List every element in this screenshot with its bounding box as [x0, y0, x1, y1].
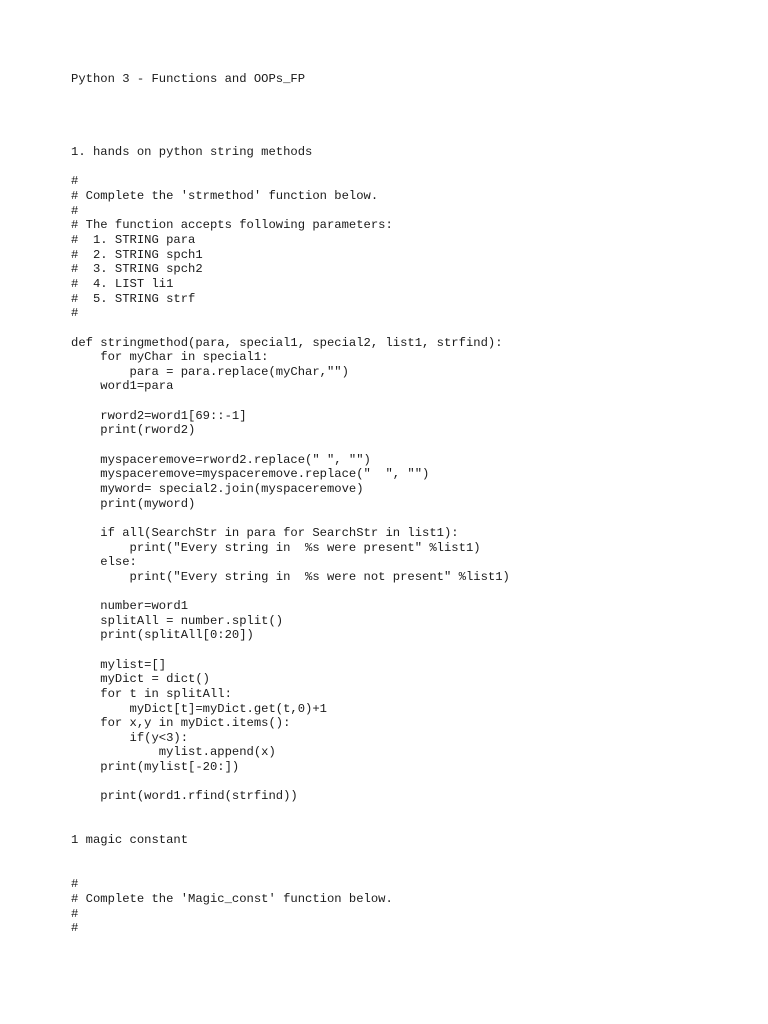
code-line: # — [71, 203, 79, 218]
code-block-string-methods — [71, 174, 751, 804]
code-line: print("Every string in %s were not present" %list1) — [71, 569, 510, 584]
code-line: for x,y in myDict.items(): — [71, 716, 291, 731]
code-line: number=word1 — [71, 599, 189, 614]
document-title: Python 3 - Functions and OOPs_FP — [71, 72, 306, 86]
code-line: def stringmethod(para, special1, special2, list1, strfind): — [71, 335, 503, 350]
code-line: # — [71, 921, 79, 936]
code-line: print(rword2) — [71, 423, 196, 438]
code-line: # — [71, 877, 79, 892]
code-line: for myChar in special1: — [71, 350, 269, 365]
code-line: # — [71, 174, 79, 189]
code-block-magic-constant — [71, 877, 751, 936]
code-line: # The function accepts following parameters: — [71, 218, 393, 233]
code-line: print(myword) — [71, 496, 196, 511]
code-line — [71, 643, 751, 658]
code-line: mylist.append(x) — [71, 745, 276, 760]
code-line: myspaceremove=rword2.replace(" ", "") — [71, 452, 371, 467]
code-line: for t in splitAll: — [71, 686, 232, 701]
code-line: if all(SearchStr in para for SearchStr in list1): — [71, 525, 459, 540]
code-line: else: — [71, 555, 137, 570]
code-line: # Complete the 'strmethod' function below. — [71, 189, 379, 204]
code-line: print(word1.rfind(strfind)) — [71, 789, 298, 804]
code-line: if(y<3): — [71, 730, 189, 745]
code-line: # 3. STRING spch2 — [71, 262, 203, 277]
code-line: rword2=word1[69::-1] — [71, 408, 247, 423]
code-line: # 2. STRING spch1 — [71, 247, 203, 262]
code-line — [71, 394, 751, 409]
code-line: # 1. STRING para — [71, 233, 196, 248]
code-line: print("Every string in %s were present" %list1) — [71, 540, 481, 555]
code-line: myspaceremove=myspaceremove.replace(" ", "") — [71, 467, 430, 482]
code-line — [71, 438, 751, 453]
code-line: myDict = dict() — [71, 672, 210, 687]
code-line: para = para.replace(myChar,"") — [71, 364, 349, 379]
code-line: print(mylist[-20:]) — [71, 760, 240, 775]
code-line: # — [71, 306, 79, 321]
code-line: # 5. STRING strf — [71, 291, 196, 306]
code-line: # 4. LIST li1 — [71, 276, 174, 291]
document-page — [71, 72, 751, 936]
code-line: print(splitAll[0:20]) — [71, 628, 254, 643]
code-line: # Complete the 'Magic_const' function below. — [71, 891, 393, 906]
code-line — [71, 511, 751, 526]
code-line: myDict[t]=myDict.get(t,0)+1 — [71, 701, 327, 716]
section-heading-string-methods: 1. hands on python string methods — [71, 145, 313, 160]
code-line: splitAll = number.split() — [71, 613, 284, 628]
code-line: word1=para — [71, 379, 174, 394]
code-line: myword= special2.join(myspaceremove) — [71, 481, 364, 496]
code-line — [71, 321, 751, 336]
code-line: mylist=[] — [71, 657, 167, 672]
code-line — [71, 584, 751, 599]
code-line: # — [71, 906, 79, 921]
section-heading-magic-constant: 1 magic constant — [71, 833, 189, 848]
code-line — [71, 775, 751, 790]
